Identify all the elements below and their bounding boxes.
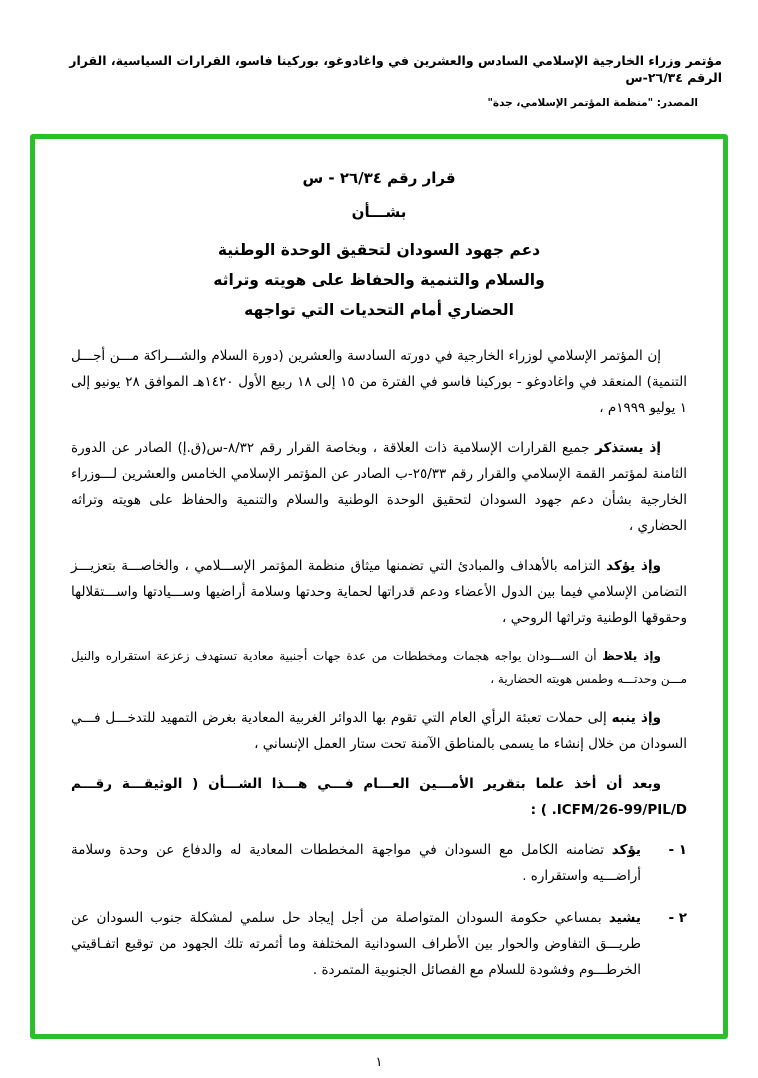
paragraph-lead: وبعد أن أخذ علما	[535, 776, 661, 792]
preamble-paragraph-4	[71, 645, 687, 691]
item-lead: يشيد	[608, 910, 641, 926]
item-number: ١ -	[668, 842, 687, 858]
preamble-paragraph-1	[71, 343, 687, 421]
paragraph-text: أن الســـودان يواجه هجمات ومخططات من عدة جهات أجنبية معادية تستهدف زعزعة استقراره والنيل مـــن وحدتـــه وطمس هويته الحضارية ،	[71, 649, 687, 686]
paragraph-text: التزامه بالأهداف والمبادئ التي تضمنها ميثاق منظمة المؤتمر الإســـلامي ، والخاصـــة بتعزيـــز التضامن الإسلامي فيما بين الدول الأعضاء ودعم قدراتها لحماية وحدتها وسلامة أراضيها وســـيادتها واســـتقلالها وحقوقها الوطنية وتراثها الروحي ،	[71, 558, 687, 626]
paragraph-lead: إذ يستذكر	[595, 440, 662, 456]
page-number: ١	[375, 1055, 383, 1070]
operative-item-2	[71, 905, 687, 983]
resolution-title-line-3: الحضاري أمام التحديات التي تواجهه	[244, 301, 514, 319]
paragraph-text: بتقرير الأمـــين العـــام فـــي هـــذا الشـــأن ( الوثيقـــة رقـــم ICFM/26-99/PIL/D. ) :	[71, 776, 687, 818]
paragraph-text: إلى حملات تعبئة الرأي العام التي تقوم بها الدوائر الغربية المعادية بغرض التمهيد للتدخـــل فـــي السودان من خلال إنشاء ما يسمى بالمناطق الآمنة تحت ستار العمل الإنساني ،	[71, 710, 687, 752]
document-header	[0, 0, 758, 110]
operative-item-1	[71, 837, 687, 889]
item-text: تضامنه الكامل مع السودان في مواجهة المخططات المعادية له والدفاع عن وحدة وسلامة أراضـــيه واستقراره .	[71, 842, 641, 884]
resolution-number: قرار رقم ٢٦/٣٤ - س	[302, 169, 456, 187]
document-border-box	[30, 134, 728, 1039]
resolution-subject-label: بشـــأن	[351, 203, 407, 221]
item-text-block	[71, 837, 641, 889]
resolution-title-line-1: دعم جهود السودان لتحقيق الوحدة الوطنية	[217, 241, 541, 259]
resolution-body	[71, 343, 687, 983]
paragraph-text: إن المؤتمر الإسلامي لوزراء الخارجية في دورته السادسة والعشرين (دورة السلام والشـــراكة مـــن أجـــل التنمية) المنعقد في واغادوغو - بوركينا فاسو في الفترة من ١٥ إلى ١٨ ربيع الأول ١٤٢٠هـ الموافق ٢٨ يونيو إلى ١ يوليو ١٩٩٩م ،	[71, 348, 687, 416]
item-number: ٢ -	[668, 910, 687, 926]
preamble-paragraph-3	[71, 553, 687, 631]
header-title-line: مؤتمر وزراء الخارجية الإسلامي السادس والعشرين في واغادوغو، بوركينا فاسو، القرارات السياسية، القرار الرقم ٢٦/٣٤-س	[69, 53, 722, 85]
paragraph-lead: وإذ يؤكد	[606, 558, 662, 574]
resolution-title-line-2: والسلام والتنمية والحفاظ على هويته وتراثه	[213, 271, 545, 289]
item-text-block	[71, 905, 641, 983]
paragraph-lead: وإذ يلاحظ	[602, 649, 661, 663]
paragraph-text: جميع القرارات الإسلامية ذات العلاقة ، وبخاصة القرار رقم ٨/٣٢-س(ق.إ) الصادر عن الدورة الثامنة لمؤتمر القمة الإسلامي والقرار رقم ٢٥/٣٣-ب الصادر عن المؤتمر الإسلامي الخامس والعشرين لـــوزراء الخارجية بشأن دعم جهود السودان لتحقيق الوحدة الوطنية والسلام والتنمية والحفاظ على هويته وتراثه الحضاري ،	[71, 440, 688, 534]
preamble-paragraph-2	[71, 435, 687, 539]
operative-items	[71, 837, 687, 983]
item-lead: يؤكد	[611, 842, 641, 858]
paragraph-lead: وإذ ينبه	[611, 710, 661, 726]
item-text: بمساعي حكومة السودان المتواصلة من أجل إيجاد حل سلمي لمشكلة جنوب السودان عن طريـــق التفاوض والحوار بين الأطراف السودانية المختلفة وما أثمرته تلك الجهود من توقيع اتفـاقيتي الخرطـــوم وفشودة للسلام مع الفصائل الجنوبية المتمردة .	[71, 910, 641, 978]
preamble-paragraph-6	[71, 771, 687, 823]
header-source-line: المصدر: "منظمة المؤتمر الإسلامي، جدة"	[487, 97, 698, 109]
preamble-paragraph-5	[71, 705, 687, 757]
